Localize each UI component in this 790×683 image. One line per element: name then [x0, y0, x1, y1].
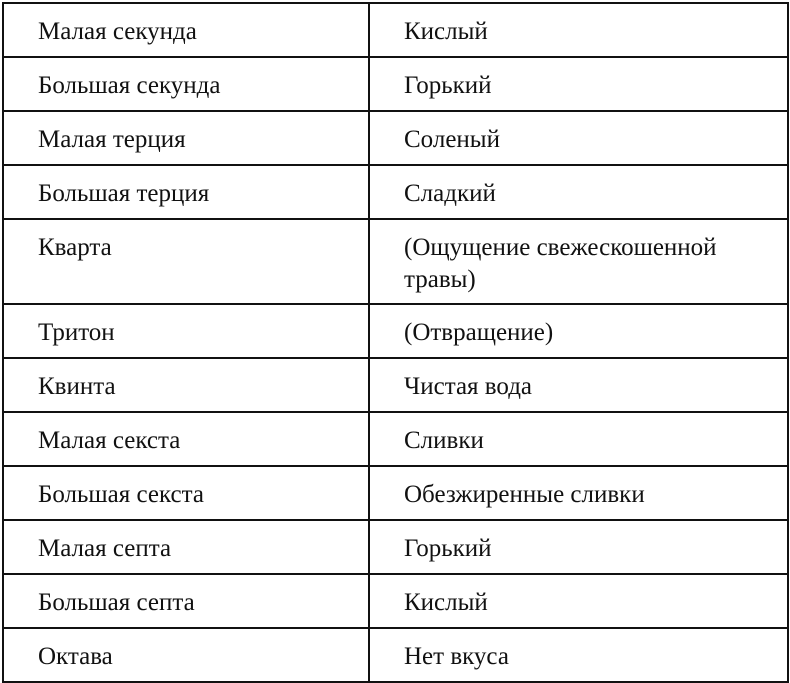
table-row	[3, 165, 788, 219]
taste-cell: Горький	[369, 57, 788, 111]
taste-cell: (Ощущение свежескошенной травы)	[369, 219, 788, 304]
table-row	[3, 111, 788, 165]
taste-cell: Обезжиренные сливки	[369, 466, 788, 520]
interval-cell: Большая секста	[3, 466, 369, 520]
interval-cell: Кварта	[3, 219, 369, 304]
taste-cell: Чистая вода	[369, 358, 788, 412]
taste-cell: Сливки	[369, 412, 788, 466]
interval-cell: Тритон	[3, 304, 369, 358]
taste-cell: Соленый	[369, 111, 788, 165]
table-row	[3, 520, 788, 574]
interval-cell: Большая септа	[3, 574, 369, 628]
table-row	[3, 466, 788, 520]
table-row	[3, 412, 788, 466]
interval-taste-table	[2, 2, 789, 683]
interval-cell: Октава	[3, 628, 369, 682]
taste-cell: (Отвращение)	[369, 304, 788, 358]
table-row	[3, 57, 788, 111]
table-row	[3, 574, 788, 628]
table-row	[3, 219, 788, 304]
interval-cell: Малая терция	[3, 111, 369, 165]
interval-cell: Малая септа	[3, 520, 369, 574]
interval-taste-table-container	[2, 2, 787, 680]
interval-cell: Малая секста	[3, 412, 369, 466]
interval-cell: Большая терция	[3, 165, 369, 219]
table-row	[3, 358, 788, 412]
table-row	[3, 3, 788, 57]
taste-cell: Нет вкуса	[369, 628, 788, 682]
taste-cell: Кислый	[369, 574, 788, 628]
taste-cell: Горький	[369, 520, 788, 574]
interval-cell: Большая секунда	[3, 57, 369, 111]
table-row	[3, 628, 788, 682]
interval-cell: Квинта	[3, 358, 369, 412]
table-row	[3, 304, 788, 358]
taste-cell: Кислый	[369, 3, 788, 57]
taste-cell: Сладкий	[369, 165, 788, 219]
interval-cell: Малая секунда	[3, 3, 369, 57]
